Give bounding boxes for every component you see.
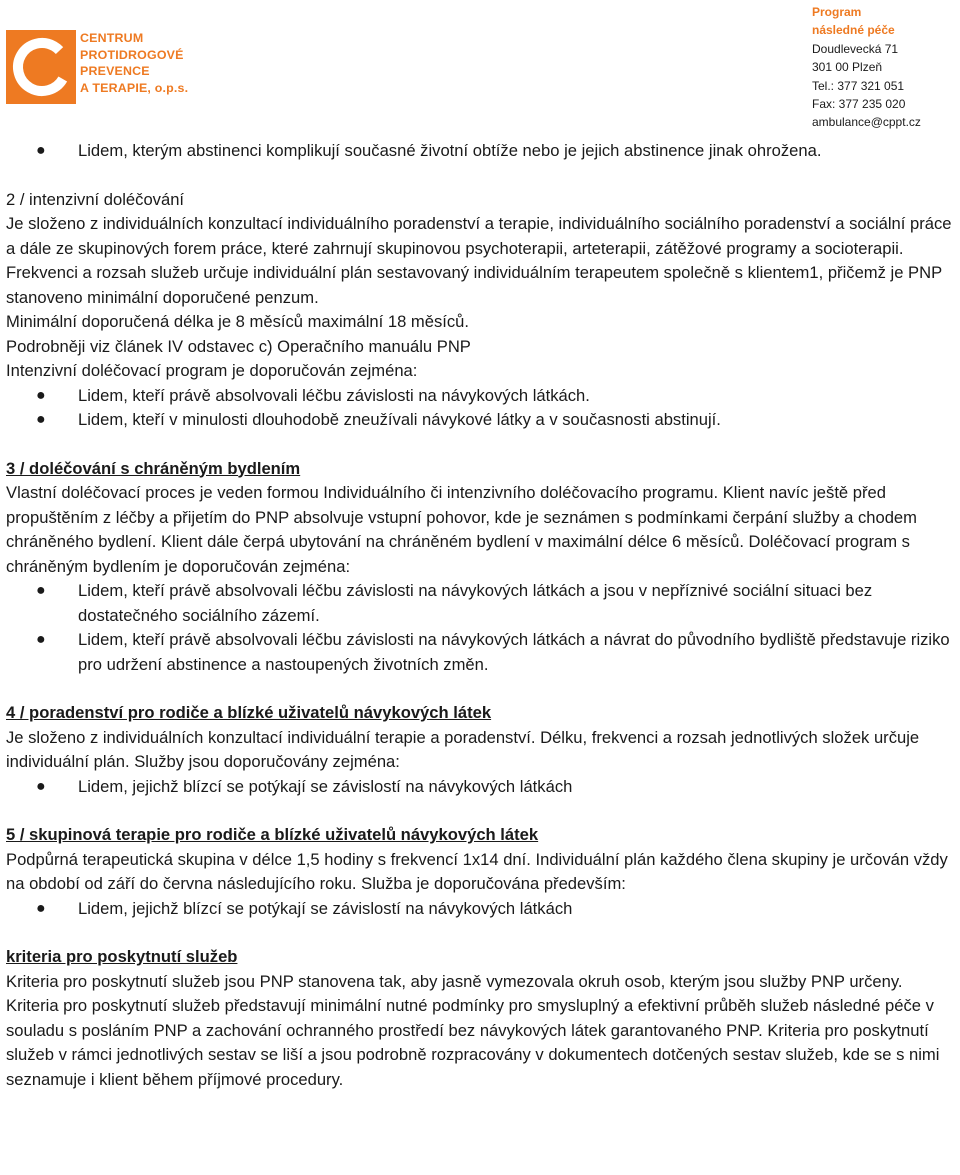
paragraph: Je složeno z individuálních konzultací individuální terapie a poradenství. Délku, frekvenci a rozsah jednotlivých složek určuje individuální plán. Služby jsou doporučovány zejména: [6, 727, 920, 771]
list-item-text: Lidem, jejichž blízcí se potýkají se závislostí na návykových látkách [78, 898, 573, 918]
section-heading: 2 / intenzivní doléčování [6, 189, 185, 209]
section-heading-text: kriteria pro poskytnutí služeb [6, 947, 238, 966]
list-item-text: Lidem, kteří právě absolvovali léčbu závislosti na návykových látkách a jsou v nepříznivé sociální situaci bez dostatečného sociálního zázemí. [78, 581, 873, 625]
paragraph: Podrobněji viz článek IV odstavec c) Operačního manuálu PNP [6, 336, 471, 356]
bullet-icon: ● [36, 582, 46, 599]
contact-email[interactable]: ambulance@cppt.cz [812, 115, 921, 130]
bullet-icon: ● [36, 631, 46, 648]
list-item [6, 579, 958, 628]
contact-fax: Fax: 377 235 020 [812, 97, 906, 112]
spacer [6, 921, 958, 945]
paragraph: Kriteria pro poskytnutí služeb jsou PNP stanovena tak, aby jasně vymezovala okruh osob, kterým jsou služby PNP určeny. Kriteria pro poskytnutí služeb představují minimální nutné podmínky pro smysluplný a efektivní průběh služeb následné péče v souladu s posláním PNP a zachování ochranného prostředí bez návykových látek garantovaného PNP. Kriteria pro poskytnutí služeb v rámci jednotlivých sestav se liší a jsou podrobně rozpracovány v dokumentech dotčených sestav služeb, kde se s nimi seznamuje i klient během příjmové procedury. [6, 971, 940, 1089]
paragraph: Minimální doporučená délka je 8 měsíců maximální 18 měsíců. [6, 312, 469, 331]
logo-c-mark-icon [6, 30, 78, 104]
document-body [6, 139, 958, 1092]
list-item-text: Lidem, kteří právě absolvovali léčbu závislosti na návykových látkách. [78, 385, 590, 405]
paragraph: Intenzivní doléčovací program je doporučován zejména: [6, 361, 418, 380]
list-item [6, 408, 958, 433]
bullet-icon: ● [36, 899, 46, 917]
spacer [6, 677, 958, 701]
list-item [6, 775, 958, 800]
bullet-icon: ● [36, 411, 46, 428]
logo-line: PROTIDROGOVÉ [80, 47, 184, 62]
spacer [6, 799, 958, 823]
paragraph: Podpůrná terapeutická skupina v délce 1,5 hodiny s frekvencí 1x14 dní. Individuální plán každého člena skupiny je určován vždy na období od září do června následujícího roku. Služba je doporučována především: [6, 849, 948, 893]
bullet-list [6, 384, 958, 433]
bullet-list [6, 775, 958, 800]
list-item [6, 384, 958, 409]
spacer [6, 433, 958, 457]
list-item [6, 897, 958, 922]
organization-logo [6, 30, 206, 104]
bullet-list [6, 139, 958, 164]
list-item-text: Lidem, jejichž blízcí se potýkají se závislostí na návykových látkách [78, 776, 573, 796]
list-item [6, 139, 958, 164]
section-heading [6, 823, 958, 848]
bullet-icon: ● [36, 386, 46, 404]
section-heading-text: 3 / doléčování s chráněným bydlením [6, 458, 301, 478]
logo-line: A TERAPIE, o.p.s. [80, 80, 189, 95]
contact-program: Program [812, 5, 862, 19]
contact-tel: Tel.: 377 321 051 [812, 78, 905, 93]
section-heading [6, 457, 958, 482]
logo-text [80, 30, 188, 96]
paragraph: Je složeno z individuálních konzultací individuálního poradenství a terapie, individuálního sociálního poradenství a sociální práce a dále ze skupinových forem práce, které zahrnují skupinovou psychoterapii, arteterapii, zátěžové programy a socioterapii. Frekvenci a rozsah služeb určuje individuální plán sestavovaný individuálním terapeutem společně s klientem1, přičemž je PNP stanoveno minimální doporučené penzum. [6, 214, 952, 307]
contact-block [812, 3, 921, 132]
list-item-text: Lidem, kteří v minulosti dlouhodobě zneužívali návykové látky a v současnosti abstinují. [78, 410, 721, 429]
logo-line: CENTRUM [80, 31, 144, 45]
section-heading [6, 701, 958, 726]
bullet-icon: ● [36, 142, 46, 159]
contact-city: 301 00 Plzeň [812, 60, 883, 75]
list-item-text: Lidem, kterým abstinenci komplikují současné životní obtíže nebo je jejich abstinence jinak ohrožena. [78, 141, 822, 160]
bullet-list [6, 897, 958, 922]
spacer [6, 164, 958, 188]
list-item [6, 628, 958, 677]
section-heading [6, 945, 958, 970]
contact-program-sub: následné péče [812, 23, 895, 38]
list-item-text: Lidem, kteří právě absolvovali léčbu závislosti na návykových látkách a návrat do původního bydliště představuje riziko pro udržení abstinence a nastoupených životních změn. [78, 630, 950, 674]
section-heading-text: 5 / skupinová terapie pro rodiče a blízké uživatelů návykových látek [6, 825, 539, 844]
bullet-list [6, 579, 958, 677]
logo-line: PREVENCE [80, 64, 150, 79]
contact-street: Doudlevecká 71 [812, 41, 899, 56]
bullet-icon: ● [36, 777, 46, 795]
paragraph: Vlastní doléčovací proces je veden formou Individuálního či intenzivního doléčovacího programu. Klient navíc ještě před propuštěním z léčby a přijetím do PNP absolvuje vstupní pohovor, kde je seznámen s podmínkami čerpání služby a chodem chráněného bydlení. Klient dále čerpá ubytování na chráněném bydlení v maximální délce 6 měsíců. Doléčovací program s chráněným bydlením je doporučován zejména: [6, 483, 917, 576]
section-heading-text: 4 / poradenství pro rodiče a blízké uživatelů návykových látek [6, 703, 492, 722]
